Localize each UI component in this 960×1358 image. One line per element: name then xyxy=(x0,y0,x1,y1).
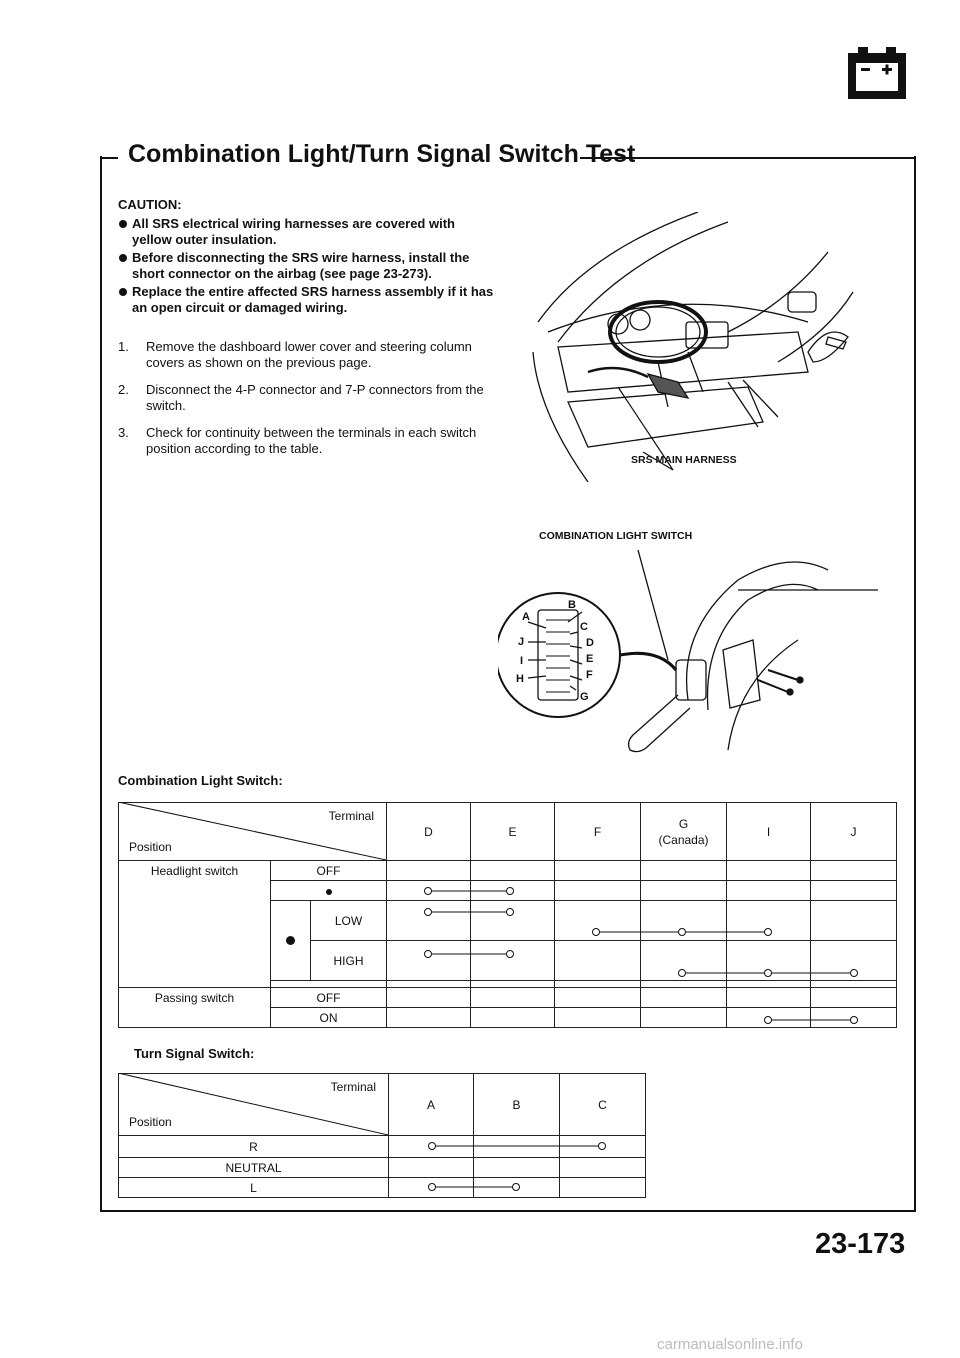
srs-main-harness-label: SRS MAIN HARNESS xyxy=(631,454,737,466)
conn-letter: I xyxy=(520,655,524,667)
table1-col-header: E xyxy=(471,803,555,861)
conn-letter: C xyxy=(580,621,588,633)
table2-col-header: C xyxy=(560,1074,646,1136)
table1-title: Combination Light Switch: xyxy=(118,773,283,788)
position-r: R xyxy=(119,1136,389,1158)
conn-letter: H xyxy=(516,673,524,685)
conn-letter: B xyxy=(568,599,576,611)
page-number: 23-173 xyxy=(815,1228,906,1260)
continuity-line xyxy=(679,970,858,977)
frame-top-left xyxy=(100,157,118,159)
position-off: OFF xyxy=(271,861,387,881)
bullet-icon xyxy=(119,254,127,262)
table2-corner-cell: Terminal Position xyxy=(119,1074,389,1136)
continuity-line xyxy=(765,1017,858,1024)
table1-col-header: G (Canada) xyxy=(641,803,727,861)
conn-letter: J xyxy=(518,636,525,648)
row-label-headlight: Headlight switch xyxy=(119,861,271,988)
continuity-line xyxy=(429,1184,520,1191)
combination-light-switch-label: COMBINATION LIGHT SWITCH xyxy=(539,530,693,542)
caution-bullet: Replace the entire affected SRS harness assembly if it has an open circuit or damaged wiring. xyxy=(118,284,498,316)
position-high: HIGH xyxy=(311,941,387,981)
watermark: carmanualsonline.info xyxy=(657,1336,803,1353)
table1-col-header: F xyxy=(555,803,641,861)
caution-block xyxy=(118,197,498,318)
position-neutral: NEUTRAL xyxy=(119,1158,389,1178)
table2-continuity-overlay xyxy=(118,1073,645,1197)
caution-heading: CAUTION: xyxy=(118,197,182,212)
continuity-line xyxy=(425,909,514,916)
row-label-passing: Passing switch xyxy=(119,988,271,1028)
table2-col-header: A xyxy=(389,1074,474,1136)
position-passing-off: OFF xyxy=(271,988,387,1008)
diagonal-divider xyxy=(118,802,386,860)
battery-icon xyxy=(848,47,906,99)
conn-letter: G xyxy=(580,691,589,703)
page-title: Combination Light/Turn Signal Switch Test xyxy=(128,140,636,168)
step-item: 3. Check for continuity between the terminals in each switch position according to the table. xyxy=(118,425,477,456)
conn-letter: F xyxy=(586,669,593,681)
continuity-line xyxy=(425,951,514,958)
table1-col-header: J xyxy=(811,803,897,861)
continuity-line xyxy=(429,1143,606,1150)
conn-letter: D xyxy=(586,637,594,649)
diagonal-divider xyxy=(118,1073,388,1135)
bullet-icon xyxy=(119,220,127,228)
position-low: LOW xyxy=(311,901,387,941)
conn-letter: E xyxy=(586,653,594,665)
position-passing-on: ON xyxy=(271,1008,387,1028)
switch-connector-illustration xyxy=(498,530,878,770)
conn-letter: A xyxy=(522,611,530,623)
step-item: 2. Disconnect the 4-P connector and 7-P connectors from the switch. xyxy=(118,382,484,413)
procedure-steps xyxy=(118,339,488,468)
continuity-line xyxy=(593,929,772,936)
caution-bullet: All SRS electrical wiring harnesses are covered with yellow outer insulation. xyxy=(118,216,498,248)
table1-col-header: D xyxy=(387,803,471,861)
caution-bullet: Before disconnecting the SRS wire harness, install the short connector on the airbag (see page 23-273). xyxy=(118,250,498,282)
dashboard-illustration xyxy=(528,212,858,482)
table2-title: Turn Signal Switch: xyxy=(134,1046,255,1061)
table2-col-header: B xyxy=(474,1074,560,1136)
position-l: L xyxy=(119,1178,389,1198)
continuity-line xyxy=(425,888,514,895)
table1-corner-cell: Terminal Position xyxy=(119,803,387,861)
step-item: 1. Remove the dashboard lower cover and steering column covers as shown on the previous page. xyxy=(118,339,472,370)
table1-col-header: I xyxy=(727,803,811,861)
bullet-icon xyxy=(119,288,127,296)
table1-continuity-overlay xyxy=(118,802,896,1028)
